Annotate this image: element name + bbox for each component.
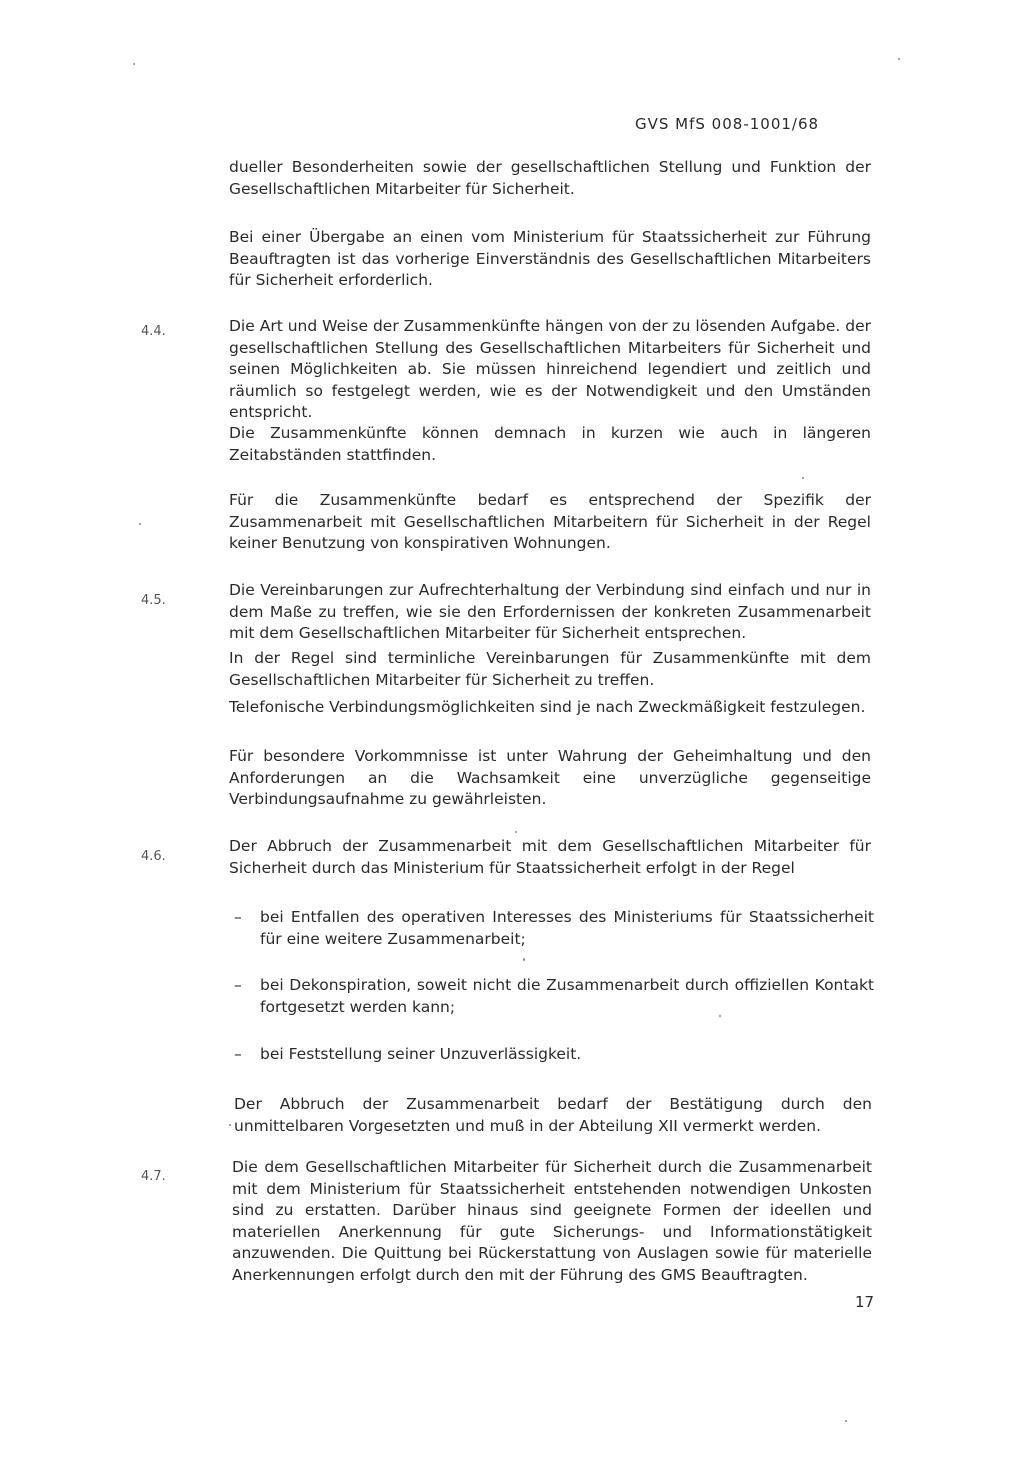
scan-speck xyxy=(139,523,141,525)
list-item-text: bei Dekonspiration, soweit nicht die Zusammenarbeit durch offiziellen Kontakt fortgesetzt werden kann; xyxy=(260,976,874,1016)
document-reference: GVS MfS 008-1001/68 xyxy=(635,115,820,133)
list-item-text: bei Entfallen des operativen Interesses des Ministeriums für Staatssicherheit für eine weitere Zusammenarbeit; xyxy=(260,908,874,948)
list-item-text: bei Feststellung seiner Unzuverlässigkeit. xyxy=(260,1045,582,1063)
section-number-4-4: 4.4. xyxy=(141,324,166,339)
section-number-4-5: 4.5. xyxy=(141,593,166,608)
paragraph-meetings-apartments: Für die Zusammenkünfte bedarf es entsprechend der Spezifik der Zusammenarbeit mit Gesellschaftlichen Mitarbeitern für Sicherheit in der Regel keiner Benutzung von konspirativen Wohnungen. xyxy=(229,491,871,552)
scan-speck xyxy=(802,477,804,479)
scan-speck xyxy=(515,831,517,833)
scan-speck xyxy=(133,63,135,65)
paragraph-agreements: Die Vereinbarungen zur Aufrechterhaltung der Verbindung sind einfach und nur in dem Maße zu treffen, wie sie den Erfordernissen der konkreten Zusammenarbeit mit dem Gesellschaftlichen Mitarbeiter für Sicherheit entsprechen. xyxy=(229,581,871,642)
section-number-4-6: 4.6. xyxy=(141,849,166,864)
scan-speck xyxy=(229,1124,231,1126)
scan-speck xyxy=(523,958,525,961)
scan-speck xyxy=(845,1420,847,1422)
paragraph-telephone: Telefonische Verbindungsmöglichkeiten sind je nach Zweckmäßigkeit festzulegen. xyxy=(229,698,866,716)
paragraph-continuation: dueller Besonderheiten sowie der gesellschaftlichen Stellung und Funktion der Gesellschaftlichen Mitarbeiter für Sicherheit. xyxy=(229,158,871,198)
list-item-loss-of-interest xyxy=(234,907,874,950)
paragraph-expenses: Die dem Gesellschaftlichen Mitarbeiter für Sicherheit durch die Zusammenarbeit mit dem Ministerium für Staatssicherheit entstehenden notwendigen Unkosten sind zu erstatten. Darüber hinaus sind geeignete Formen der ideellen und materiellen Anerkennung für gute Sicherungs- und Informationstätigkeit anzuwenden. Die Quittung bei Rückerstattung von Auslagen sowie für materielle Anerkennungen erfolgt durch den mit der Führung des GMS Beauftragten. xyxy=(232,1158,872,1284)
scan-speck xyxy=(898,58,900,60)
paragraph-transfer: Bei einer Übergabe an einen vom Ministerium für Staatssicherheit zur Führung Beauftragten ist das vorherige Einverständnis des Gesellschaftlichen Mitarbeiters für Sicherheit erforderlich. xyxy=(229,228,871,289)
page-number: 17 xyxy=(855,1293,875,1311)
dash-bullet: – xyxy=(234,1045,242,1063)
paragraph-termination-confirmation: Der Abbruch der Zusammenarbeit bedarf der Bestätigung durch den unmittelbaren Vorgesetzten und muß in der Abteilung XII vermerkt werden. xyxy=(234,1095,872,1135)
paragraph-special-incidents: Für besondere Vorkommnisse ist unter Wahrung der Geheimhaltung und den Anforderungen an die Wachsamkeit eine unverzügliche gegenseitige Verbindungsaufnahme zu gewährleisten. xyxy=(229,747,871,808)
paragraph-termination: Der Abbruch der Zusammenarbeit mit dem Gesellschaftlichen Mitarbeiter für Sicherheit durch das Ministerium für Staatssicherheit erfolgt in der Regel xyxy=(229,837,871,877)
list-item-unreliability xyxy=(234,1044,874,1066)
paragraph-appointments: In der Regel sind terminliche Vereinbarungen für Zusammenkünfte mit dem Gesellschaftlichen Mitarbeiter für Sicherheit zu treffen. xyxy=(229,649,871,689)
dash-bullet: – xyxy=(234,908,242,926)
paragraph-meetings-intervals: Die Zusammenkünfte können demnach in kurzen wie auch in längeren Zeitabständen stattfinden. xyxy=(229,424,871,464)
dash-bullet: – xyxy=(234,976,242,994)
paragraph-meetings-manner: Die Art und Weise der Zusammenkünfte hängen von der zu lösenden Aufgabe. der gesellschaftlichen Stellung des Gesellschaftlichen Mitarbeiters für Sicherheit und seinen Möglichkeiten ab. Sie müssen hinreichend legendiert und zeitlich und räumlich so festgelegt werden, wie es der Notwendigkeit und den Umständen entspricht. xyxy=(229,317,871,421)
scan-speck xyxy=(719,1015,721,1017)
section-number-4-7: 4.7. xyxy=(141,1169,166,1184)
list-item-deconspiration xyxy=(234,975,874,1018)
